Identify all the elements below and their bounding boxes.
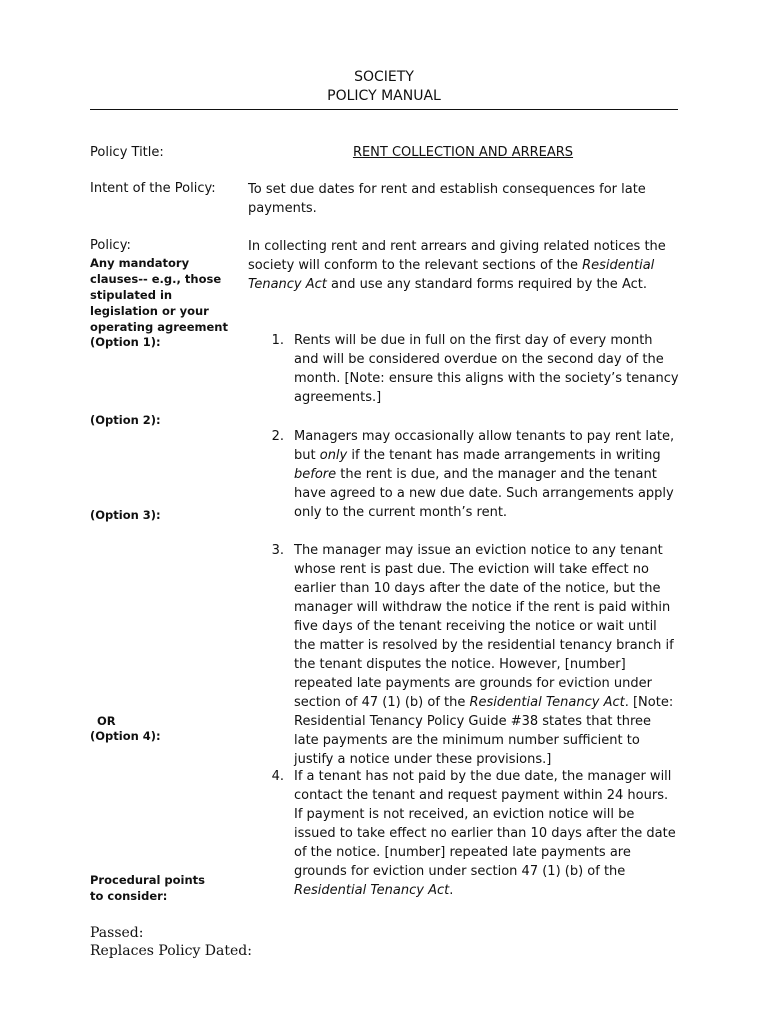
intent-label: Intent of the Policy: bbox=[90, 181, 216, 196]
option-2-label: (Option 2): bbox=[90, 413, 161, 427]
replaces-policy-label: Replaces Policy Dated: bbox=[90, 943, 252, 959]
emphasis-before: before bbox=[294, 467, 337, 482]
passed-label: Passed: bbox=[90, 925, 144, 941]
text-part: . [Note: Residential Tenancy Policy Guide #38 states that three late payments are the minimum number sufficient to justify a notice under these provisions.] bbox=[294, 695, 674, 767]
list-item-text bbox=[294, 541, 679, 769]
policy-text-part: and use any standard forms required by the Act. bbox=[326, 277, 647, 292]
act-name: Residential Tenancy Act bbox=[294, 883, 450, 898]
procedural-points-label: Procedural points to consider: bbox=[90, 873, 206, 903]
policy-title-value: RENT COLLECTION AND ARREARS bbox=[352, 145, 574, 160]
policy-text bbox=[248, 237, 668, 294]
policy-label: Policy: bbox=[90, 238, 131, 253]
text-part: if the tenant has made arrangements in writing bbox=[347, 448, 661, 463]
list-item-number: 2. bbox=[271, 429, 284, 444]
text-part: If a tenant has not paid by the due date, the manager will contact the tenant and request payment within 24 hours. If payment is not received, an eviction notice will be issued to take effect no earlier than 10 days after the date of the notice. [number] repeated late payments are grounds for eviction under section 47 (1) (b) of the bbox=[294, 769, 676, 879]
list-item-text bbox=[294, 427, 679, 522]
text-part: . bbox=[449, 883, 454, 898]
or-label: OR bbox=[97, 714, 116, 728]
header-society: SOCIETY bbox=[354, 69, 414, 85]
list-item-number: 4. bbox=[271, 769, 284, 784]
act-name: Residential Tenancy Act bbox=[248, 258, 655, 292]
option-3-label: (Option 3): bbox=[90, 508, 161, 522]
option-4-label: (Option 4): bbox=[90, 729, 161, 743]
header-policy-manual: POLICY MANUAL bbox=[327, 88, 441, 104]
act-name: Residential Tenancy Act bbox=[469, 695, 625, 710]
text-part: Managers may occasionally allow tenants to pay rent late, but bbox=[294, 429, 675, 463]
policy-title-label: Policy Title: bbox=[90, 145, 164, 160]
list-item-number: 3. bbox=[271, 543, 284, 558]
intent-text: To set due dates for rent and establish consequences for late payments. bbox=[248, 182, 646, 216]
text-part: the rent is due, and the manager and the tenant have agreed to a new due date. Such arrangements apply only to the current month’s rent. bbox=[294, 467, 674, 520]
text-part: The manager may issue an eviction notice to any tenant whose rent is past due. The eviction will take effect no earlier than 10 days after the date of the notice, but the manager will withdraw the notice if the rent is paid within five days of the tenant receiving the notice or wait until the matter is resolved by the residential tenancy branch if the tenant disputes the notice. However, [number] repeated late payments are grounds for eviction under section of 47 (1) (b) of the bbox=[294, 543, 674, 710]
policy-mandatory-note: Any mandatory clauses-- e.g., those stipulated in legislation or your operating agreement bbox=[90, 256, 228, 334]
list-item-text bbox=[294, 767, 679, 900]
list-item-number: 1. bbox=[271, 333, 284, 348]
option-1-label: (Option 1): bbox=[90, 335, 161, 349]
emphasis-only: only bbox=[319, 448, 348, 463]
document-header bbox=[90, 68, 678, 110]
policy-text-part: In collecting rent and rent arrears and giving related notices the society will conform to the relevant sections of the bbox=[248, 239, 666, 273]
list-item-text: Rents will be due in full on the first day of every month and will be considered overdue on the second day of the month. [Note: ensure this aligns with the society’s tenancy agreements.] bbox=[294, 333, 679, 405]
